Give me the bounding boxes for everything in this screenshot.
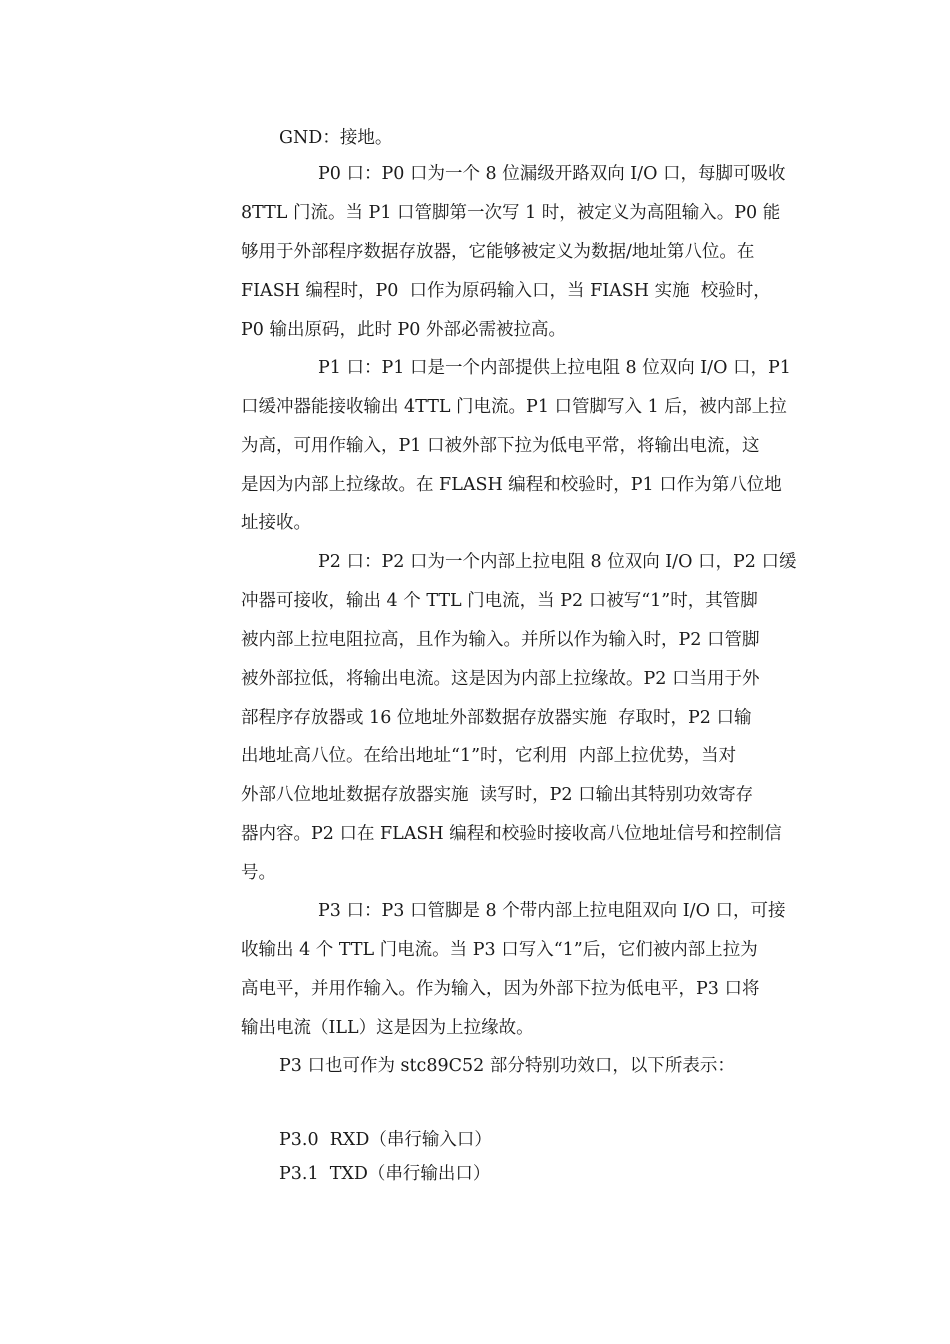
text-line-p3-1: P3 口：P3 口管脚是 8 个带内部上拉电阻双向 I/O 口，可接 [318, 901, 786, 921]
text-line-p2-6: 出地址高八位。在给出地址“1”时，它利用 内部上拉优势，当对 [241, 746, 737, 766]
text-line-p3-3: 高电平，并用作输入。作为输入，因为外部下拉为低电平，P3 口将 [241, 979, 760, 999]
text-line-p2-7: 外部八位地址数据存放器实施 读写时，P2 口输出其特别功效寄存 [241, 785, 754, 805]
text-line-p2-3: 被内部上拉电阻拉高，且作为输入。并所以作为输入时，P2 口管脚 [241, 630, 760, 650]
text-line-p31: P3.1 TXD（串行输出口） [279, 1164, 491, 1184]
text-line-p2-5: 部程序存放器或 16 位地址外部数据存放器实施 存取时，P2 口输 [241, 708, 752, 728]
text-line-p1-4: 是因为内部上拉缘故。在 FLASH 编程和校验时，P1 口作为第八位地 [241, 475, 782, 495]
text-line-p0-5: P0 输出原码，此时 P0 外部必需被拉高。 [241, 320, 567, 340]
text-line-p3-4: 输出电流（ILL）这是因为上拉缘故。 [241, 1018, 534, 1038]
text-line-gnd: GND：接地。 [279, 128, 393, 148]
text-line-p1-1: P1 口：P1 口是一个内部提供上拉电阻 8 位双向 I/O 口，P1 [318, 358, 791, 378]
text-line-p3-alt: P3 口也可作为 stc89C52 部分特别功效口，以下所表示： [279, 1056, 735, 1076]
text-line-p2-8: 器内容。P2 口在 FLASH 编程和校验时接收高八位地址信号和控制信 [241, 824, 782, 844]
text-line-p1-2: 口缓冲器能接收输出 4TTL 门电流。P1 口管脚写入 1 后，被内部上拉 [241, 397, 787, 417]
text-line-p0-4: FIASH 编程时，P0 口作为原码输入口，当 FIASH 实施 校验时， [241, 281, 771, 301]
text-line-p2-2: 冲器可接收，输出 4 个 TTL 门电流，当 P2 口被写“1”时，其管脚 [241, 591, 758, 611]
text-line-p2-9: 号。 [241, 863, 276, 883]
text-line-p30: P3.0 RXD（串行输入口） [279, 1130, 492, 1150]
text-line-p2-4: 被外部拉低，将输出电流。这是因为内部上拉缘故。P2 口当用于外 [241, 669, 760, 689]
text-line-p2-1: P2 口：P2 口为一个内部上拉电阻 8 位双向 I/O 口，P2 口缓 [318, 552, 797, 572]
text-line-p3-2: 收输出 4 个 TTL 门电流。当 P3 口写入“1”后，它们被内部上拉为 [241, 940, 758, 960]
text-line-p0-1: P0 口：P0 口为一个 8 位漏级开路双向 I/O 口，每脚可吸收 [318, 164, 786, 184]
text-line-p0-3: 够用于外部程序数据存放器，它能够被定义为数据/地址第八位。在 [241, 242, 755, 262]
text-line-p1-5: 址接收。 [241, 513, 311, 533]
text-line-p0-2: 8TTL 门流。当 P1 口管脚第一次写 1 时，被定义为高阻输入。P0 能 [241, 203, 781, 223]
text-line-p1-3: 为高，可用作输入，P1 口被外部下拉为低电平常，将输出电流，这 [241, 436, 760, 456]
